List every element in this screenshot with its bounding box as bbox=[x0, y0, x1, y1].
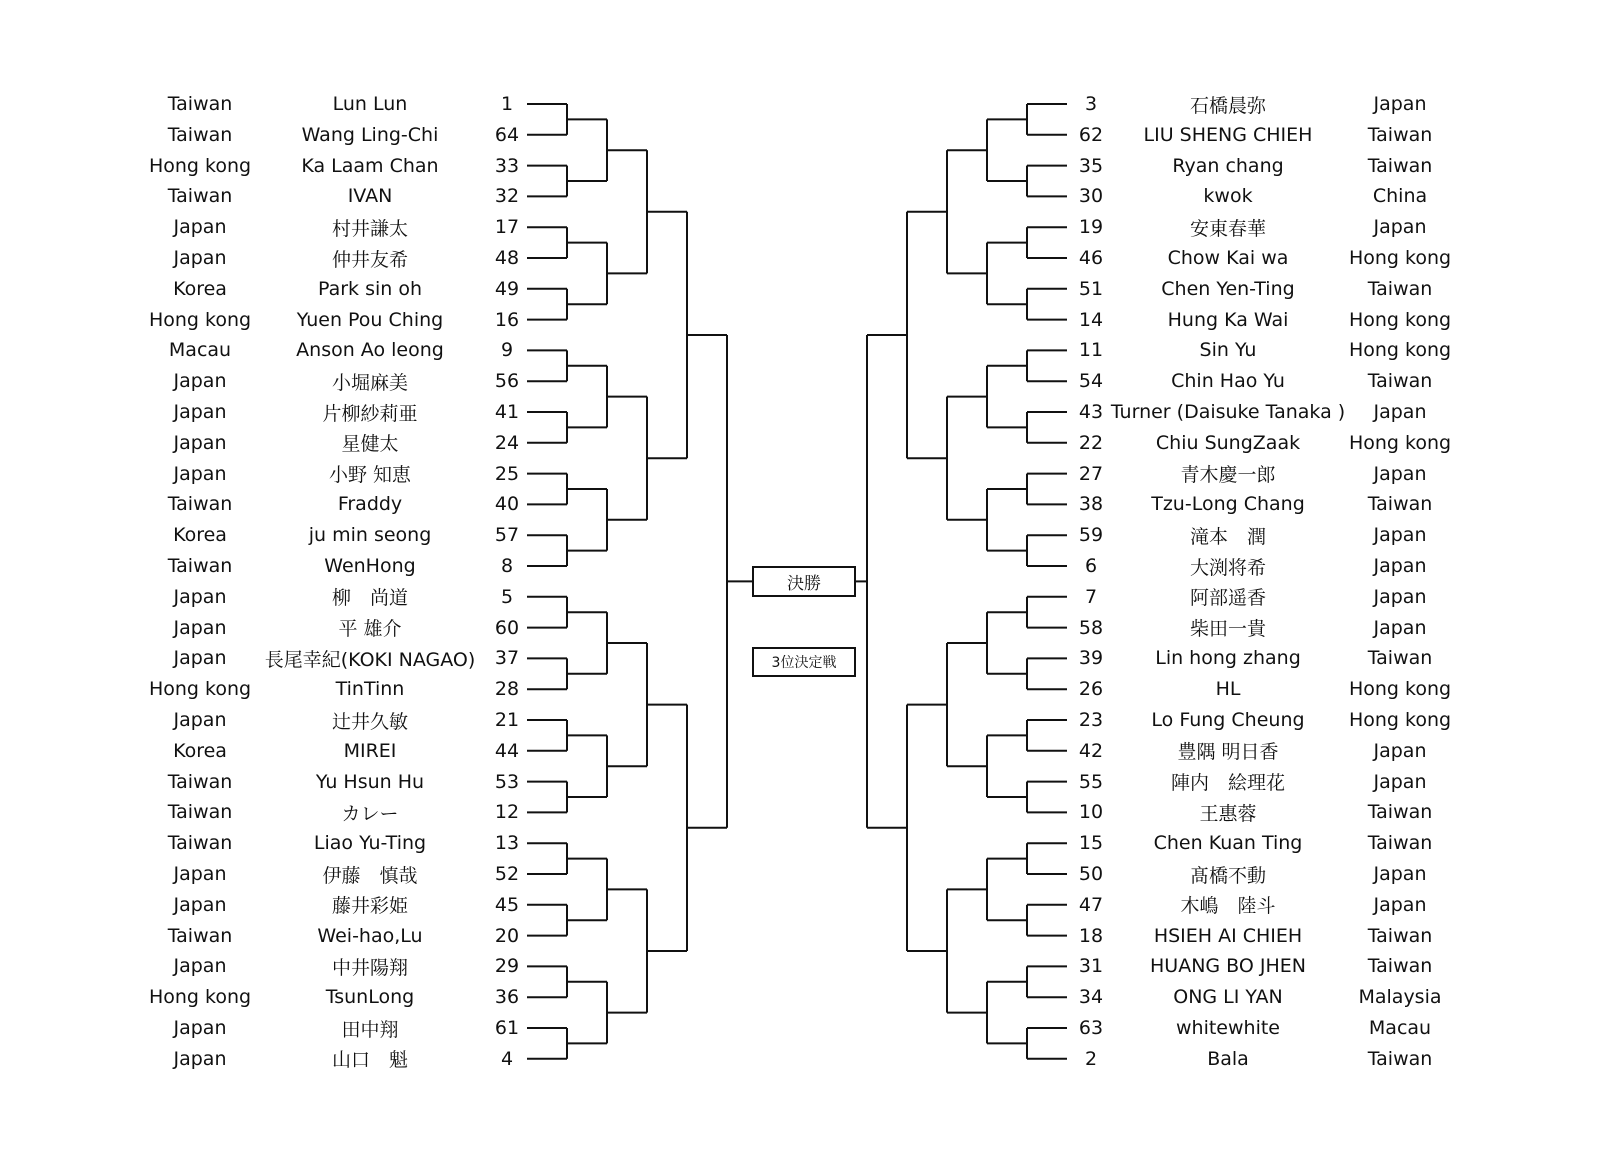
entry-seed: 19 bbox=[1078, 216, 1104, 239]
entry-name: whitewhite bbox=[1176, 1017, 1280, 1039]
entry-country: Taiwan bbox=[1367, 955, 1433, 978]
entry-seed: 8 bbox=[500, 555, 514, 577]
entry-seed: 20 bbox=[494, 924, 520, 947]
right-entry-row bbox=[0, 459, 1600, 489]
entry-seed: 54 bbox=[1078, 370, 1104, 393]
entry-country: Japan bbox=[173, 893, 227, 916]
entry-name: Lin hong zhang bbox=[1155, 647, 1301, 670]
right-entry-row bbox=[0, 951, 1600, 981]
entry-country: Korea bbox=[173, 739, 227, 762]
right-entry-row bbox=[0, 120, 1600, 150]
entry-name: MIREI bbox=[343, 739, 397, 762]
right-entry-row bbox=[0, 982, 1600, 1012]
right-entry-row bbox=[0, 335, 1600, 365]
entry-name: ju min seong bbox=[308, 524, 432, 547]
entry-country: Taiwan bbox=[167, 924, 233, 947]
entry-name: 石橋晨弥 bbox=[1189, 94, 1266, 117]
entry-name: TinTinn bbox=[335, 678, 405, 701]
entry-name: Yu Hsun Hu bbox=[315, 770, 425, 793]
right-entry-row bbox=[0, 89, 1600, 119]
right-entry-row bbox=[0, 828, 1600, 858]
entry-country: Hong kong bbox=[1348, 678, 1452, 701]
entry-seed: 55 bbox=[1078, 770, 1104, 793]
entry-country: Taiwan bbox=[1367, 647, 1433, 670]
entry-country: Taiwan bbox=[1367, 370, 1433, 393]
entry-name: 藤井彩姫 bbox=[331, 895, 408, 918]
entry-name: 仲井友希 bbox=[331, 248, 408, 271]
entry-name: Sin Yu bbox=[1199, 339, 1257, 362]
entry-seed: 13 bbox=[494, 832, 520, 855]
entry-name: Bala bbox=[1207, 1047, 1249, 1070]
final-label: 決勝 bbox=[787, 574, 821, 594]
entry-country: Hong kong bbox=[148, 678, 252, 701]
entry-name: 中井陽翔 bbox=[331, 956, 408, 979]
entry-name: 大渕将希 bbox=[1189, 556, 1266, 579]
entry-country: Macau bbox=[1368, 1017, 1432, 1039]
entry-seed: 28 bbox=[494, 678, 520, 701]
entry-name: 阿部遥香 bbox=[1189, 587, 1266, 610]
final-label-box bbox=[752, 566, 856, 597]
entry-name: 陣内 絵理花 bbox=[1170, 772, 1285, 795]
entry-country: Japan bbox=[173, 216, 227, 239]
entry-country: Taiwan bbox=[167, 123, 233, 146]
entry-name: Chiu SungZaak bbox=[1155, 431, 1301, 454]
entry-name: Chen Yen-Ting bbox=[1161, 277, 1295, 300]
right-entry-row bbox=[0, 705, 1600, 735]
entry-name: Hung Ka Wai bbox=[1167, 308, 1289, 331]
entry-name: Wang Ling-Chi bbox=[301, 123, 439, 146]
entry-seed: 47 bbox=[1078, 893, 1104, 916]
entry-seed: 45 bbox=[494, 893, 520, 916]
entry-name: Liao Yu-Ting bbox=[313, 832, 427, 855]
entry-country: Japan bbox=[173, 616, 227, 639]
entry-seed: 11 bbox=[1078, 339, 1104, 362]
entry-name: kwok bbox=[1203, 185, 1253, 208]
entry-seed: 23 bbox=[1078, 709, 1104, 731]
entry-country: Japan bbox=[173, 863, 227, 885]
entry-name: 滝本 潤 bbox=[1189, 525, 1266, 548]
entry-seed: 35 bbox=[1078, 154, 1104, 177]
entry-country: Taiwan bbox=[1367, 924, 1433, 947]
right-entry-row bbox=[0, 767, 1600, 797]
entry-name: Ka Laam Chan bbox=[301, 154, 439, 177]
entry-name: 村井謙太 bbox=[331, 217, 408, 240]
entry-name: Chin Hao Yu bbox=[1171, 370, 1285, 393]
right-entry-row bbox=[0, 674, 1600, 704]
entry-seed: 27 bbox=[1078, 462, 1104, 485]
entry-country: Japan bbox=[173, 1047, 227, 1070]
entry-country: Hong kong bbox=[1348, 247, 1452, 269]
entry-name: 星健太 bbox=[341, 433, 399, 456]
entry-country: Japan bbox=[173, 1017, 227, 1039]
entry-seed: 31 bbox=[1078, 955, 1104, 978]
entry-seed: 6 bbox=[1084, 555, 1098, 577]
entry-seed: 46 bbox=[1078, 247, 1104, 269]
right-entry-row bbox=[0, 212, 1600, 242]
entry-seed: 15 bbox=[1078, 832, 1104, 855]
entry-seed: 60 bbox=[494, 616, 520, 639]
entry-name: WenHong bbox=[324, 555, 416, 577]
right-entry-row bbox=[0, 1044, 1600, 1074]
entry-country: Korea bbox=[173, 524, 227, 547]
entry-name: 辻井久敏 bbox=[331, 710, 408, 733]
entry-seed: 3 bbox=[1084, 93, 1098, 115]
right-entry-row bbox=[0, 489, 1600, 519]
entry-country: Hong kong bbox=[1348, 709, 1452, 731]
entry-country: Taiwan bbox=[167, 555, 233, 577]
entry-seed: 22 bbox=[1078, 431, 1104, 454]
entry-seed: 12 bbox=[494, 801, 520, 824]
entry-name: LIU SHENG CHIEH bbox=[1143, 123, 1313, 146]
entry-name: Wei-hao,Lu bbox=[317, 924, 423, 947]
entry-name: HL bbox=[1215, 678, 1241, 701]
entry-country: Taiwan bbox=[1367, 277, 1433, 300]
entry-seed: 10 bbox=[1078, 801, 1104, 824]
entry-seed: 16 bbox=[494, 308, 520, 331]
entry-country: Japan bbox=[173, 401, 227, 423]
entry-seed: 21 bbox=[494, 709, 520, 731]
entry-country: Japan bbox=[1373, 93, 1427, 115]
entry-name: Anson Ao leong bbox=[296, 339, 444, 362]
entry-country: Hong kong bbox=[1348, 308, 1452, 331]
entry-seed: 56 bbox=[494, 370, 520, 393]
entry-name: 長尾幸紀(KOKI NAGAO) bbox=[264, 648, 476, 671]
entry-seed: 5 bbox=[500, 585, 514, 608]
entry-country: Japan bbox=[1373, 770, 1427, 793]
entry-seed: 53 bbox=[494, 770, 520, 793]
entry-seed: 64 bbox=[494, 123, 520, 146]
entry-seed: 58 bbox=[1078, 616, 1104, 639]
entry-country: Japan bbox=[173, 709, 227, 731]
entry-name: ONG LI YAN bbox=[1173, 986, 1283, 1009]
entry-name: 平 雄介 bbox=[338, 618, 402, 641]
entry-country: Taiwan bbox=[1367, 1047, 1433, 1070]
entry-seed: 50 bbox=[1078, 863, 1104, 885]
entry-country: Taiwan bbox=[167, 801, 233, 824]
entry-country: Japan bbox=[173, 462, 227, 485]
entry-seed: 17 bbox=[494, 216, 520, 239]
entry-seed: 25 bbox=[494, 462, 520, 485]
entry-seed: 61 bbox=[494, 1017, 520, 1039]
entry-name: 田中翔 bbox=[341, 1018, 399, 1041]
entry-name: 小野 知恵 bbox=[328, 464, 412, 487]
entry-country: Korea bbox=[173, 277, 227, 300]
right-entry-row bbox=[0, 890, 1600, 920]
right-entry-row bbox=[0, 181, 1600, 211]
entry-country: Japan bbox=[1373, 216, 1427, 239]
entry-seed: 49 bbox=[494, 277, 520, 300]
entry-seed: 37 bbox=[494, 647, 520, 670]
entry-name: Fraddy bbox=[337, 493, 403, 516]
entry-name: 小堀麻美 bbox=[331, 371, 408, 394]
entry-seed: 32 bbox=[494, 185, 520, 208]
entry-name: 片柳紗莉亜 bbox=[322, 402, 418, 425]
entry-name: 青木慶一郎 bbox=[1180, 464, 1276, 487]
entry-country: Japan bbox=[173, 955, 227, 978]
entry-seed: 62 bbox=[1078, 123, 1104, 146]
entry-country: Macau bbox=[168, 339, 232, 362]
entry-seed: 33 bbox=[494, 154, 520, 177]
right-entry-row bbox=[0, 520, 1600, 550]
entry-name: Tzu-Long Chang bbox=[1151, 493, 1305, 516]
entry-country: Japan bbox=[1373, 893, 1427, 916]
entry-seed: 43 bbox=[1078, 401, 1104, 423]
entry-seed: 51 bbox=[1078, 277, 1104, 300]
entry-country: Hong kong bbox=[148, 308, 252, 331]
entry-seed: 59 bbox=[1078, 524, 1104, 547]
entry-name: Ryan chang bbox=[1172, 154, 1284, 177]
entry-country: Japan bbox=[1373, 524, 1427, 547]
entry-name: カレー bbox=[341, 802, 399, 825]
entry-country: Japan bbox=[1373, 462, 1427, 485]
third-place-label-box bbox=[752, 647, 856, 677]
entry-country: Taiwan bbox=[1367, 832, 1433, 855]
entry-country: Malaysia bbox=[1358, 986, 1442, 1009]
entry-seed: 52 bbox=[494, 863, 520, 885]
entry-country: Japan bbox=[173, 647, 227, 670]
entry-country: Taiwan bbox=[1367, 493, 1433, 516]
right-entry-row bbox=[0, 305, 1600, 335]
entry-name: 木嶋 陸斗 bbox=[1180, 895, 1276, 918]
entry-country: Taiwan bbox=[1367, 154, 1433, 177]
entry-country: Japan bbox=[1373, 739, 1427, 762]
entry-country: Taiwan bbox=[167, 832, 233, 855]
entry-name: HSIEH AI CHIEH bbox=[1153, 924, 1303, 947]
entry-name: 伊藤 慎哉 bbox=[322, 864, 418, 887]
entry-seed: 18 bbox=[1078, 924, 1104, 947]
entry-seed: 41 bbox=[494, 401, 520, 423]
entry-seed: 40 bbox=[494, 493, 520, 516]
entry-country: Japan bbox=[173, 431, 227, 454]
right-entry-row bbox=[0, 797, 1600, 827]
entry-country: China bbox=[1372, 185, 1428, 208]
entry-country: Taiwan bbox=[167, 770, 233, 793]
entry-seed: 44 bbox=[494, 739, 520, 762]
entry-seed: 39 bbox=[1078, 647, 1104, 670]
right-entry-row bbox=[0, 274, 1600, 304]
entry-name: 安東春華 bbox=[1189, 217, 1266, 240]
entry-seed: 26 bbox=[1078, 678, 1104, 701]
entry-country: Japan bbox=[1373, 585, 1427, 608]
right-entry-row bbox=[0, 1013, 1600, 1043]
entry-country: Taiwan bbox=[167, 493, 233, 516]
entry-seed: 48 bbox=[494, 247, 520, 269]
entry-country: Hong kong bbox=[148, 986, 252, 1009]
right-entry-row bbox=[0, 921, 1600, 951]
entry-country: Taiwan bbox=[167, 185, 233, 208]
entry-country: Hong kong bbox=[148, 154, 252, 177]
entry-seed: 36 bbox=[494, 986, 520, 1009]
entry-name: 王惠蓉 bbox=[1199, 802, 1257, 825]
entry-country: Taiwan bbox=[1367, 123, 1433, 146]
entry-seed: 14 bbox=[1078, 308, 1104, 331]
right-entry-row bbox=[0, 859, 1600, 889]
entry-name: 山口 魁 bbox=[331, 1049, 408, 1072]
entry-country: Japan bbox=[173, 247, 227, 269]
entry-name: IVAN bbox=[347, 185, 393, 208]
entry-name: Park sin oh bbox=[317, 277, 423, 300]
entry-seed: 38 bbox=[1078, 493, 1104, 516]
right-entry-row bbox=[0, 151, 1600, 181]
entry-name: Yuen Pou Ching bbox=[296, 308, 444, 331]
entry-name: Lo Fung Cheung bbox=[1151, 709, 1305, 731]
right-entry-row bbox=[0, 428, 1600, 458]
entry-name: 柳 尚道 bbox=[331, 587, 408, 610]
entry-country: Hong kong bbox=[1348, 431, 1452, 454]
entry-name: 髙橋不動 bbox=[1189, 864, 1266, 887]
entry-country: Japan bbox=[173, 585, 227, 608]
entry-name: Chen Kuan Ting bbox=[1153, 832, 1303, 855]
entry-seed: 4 bbox=[500, 1047, 514, 1070]
right-entry-row bbox=[0, 736, 1600, 766]
entry-seed: 34 bbox=[1078, 986, 1104, 1009]
entry-name: TsunLong bbox=[325, 986, 415, 1009]
entry-country: Taiwan bbox=[1367, 801, 1433, 824]
entry-country: Japan bbox=[1373, 616, 1427, 639]
entry-seed: 2 bbox=[1084, 1047, 1098, 1070]
entry-seed: 24 bbox=[494, 431, 520, 454]
entry-seed: 57 bbox=[494, 524, 520, 547]
entry-country: Japan bbox=[173, 370, 227, 393]
entry-seed: 9 bbox=[500, 339, 514, 362]
entry-name: 柴田一貴 bbox=[1189, 618, 1266, 641]
entry-seed: 29 bbox=[494, 955, 520, 978]
entry-country: Japan bbox=[1373, 863, 1427, 885]
right-entry-row bbox=[0, 613, 1600, 643]
entry-country: Hong kong bbox=[1348, 339, 1452, 362]
entry-name: 豊隅 明日香 bbox=[1177, 741, 1279, 764]
entry-country: Taiwan bbox=[167, 93, 233, 115]
right-entry-row bbox=[0, 397, 1600, 427]
entry-seed: 63 bbox=[1078, 1017, 1104, 1039]
entry-name: HUANG BO JHEN bbox=[1150, 955, 1306, 978]
third-place-label: 3位決定戦 bbox=[771, 655, 837, 671]
entry-seed: 7 bbox=[1084, 585, 1098, 608]
entry-seed: 1 bbox=[500, 93, 514, 115]
entry-country: Japan bbox=[1373, 555, 1427, 577]
entry-name: Turner (Daisuke Tanaka ) bbox=[1110, 401, 1346, 423]
entry-seed: 30 bbox=[1078, 185, 1104, 208]
right-entry-row bbox=[0, 366, 1600, 396]
entry-name: Lun Lun bbox=[332, 93, 408, 115]
entry-seed: 42 bbox=[1078, 739, 1104, 762]
entry-country: Japan bbox=[1373, 401, 1427, 423]
entry-name: Chow Kai wa bbox=[1167, 247, 1289, 269]
right-entry-row bbox=[0, 243, 1600, 273]
